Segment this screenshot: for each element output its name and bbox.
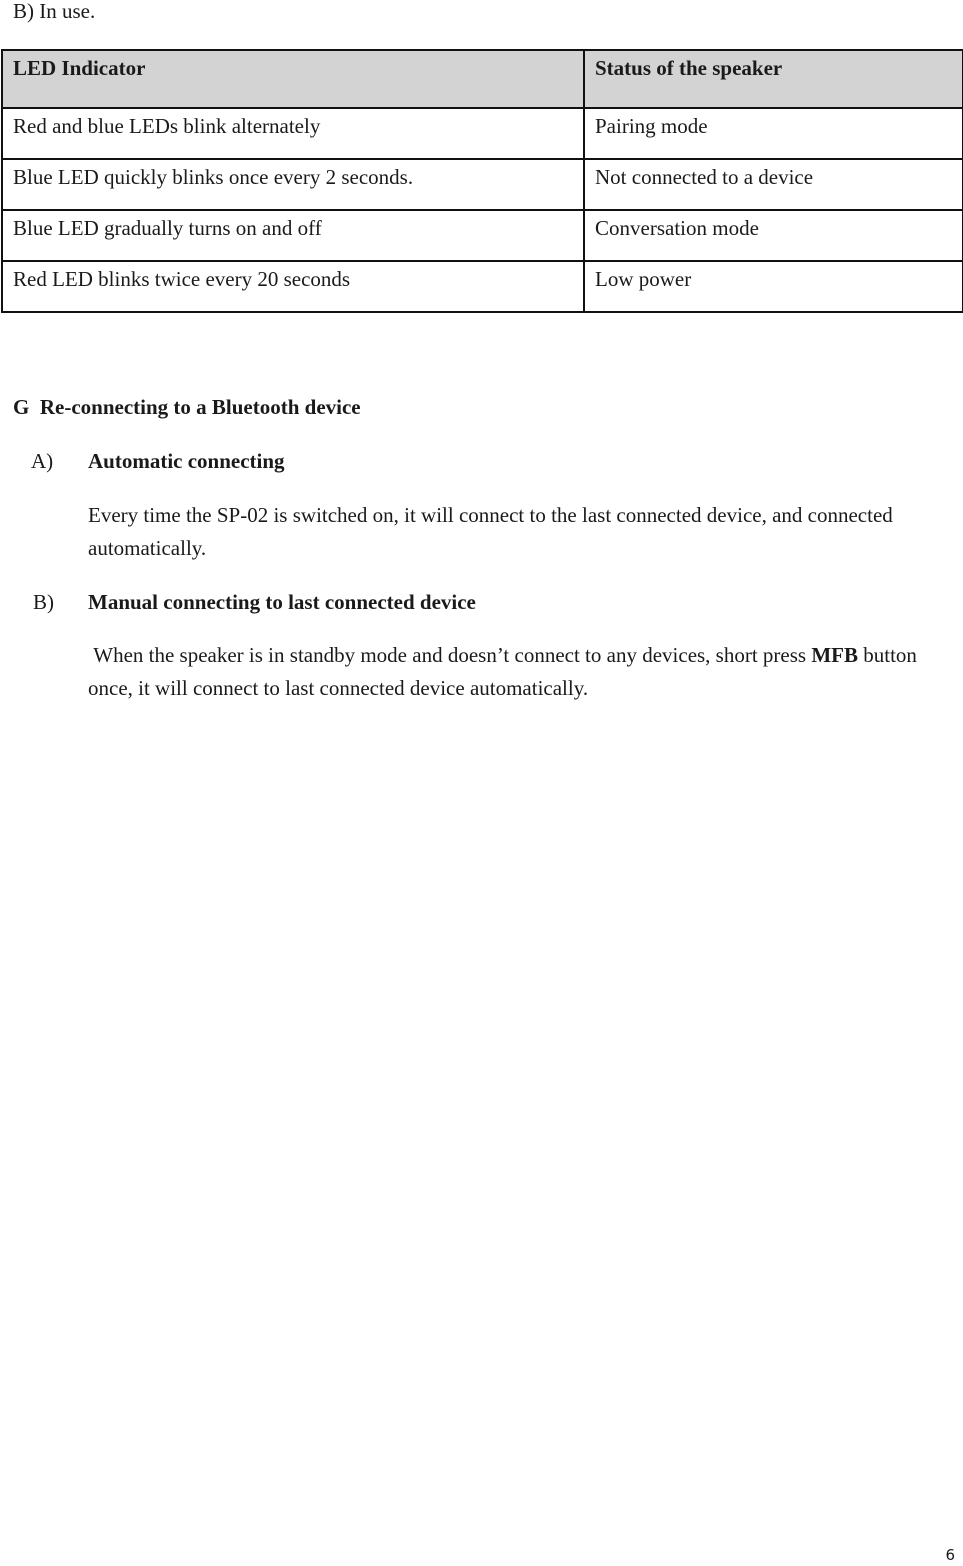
- mfb-label: MFB: [811, 643, 858, 667]
- section-heading: G Re-connecting to a Bluetooth device: [13, 395, 361, 419]
- led-cell: Blue LED gradually turns on and off: [2, 210, 584, 261]
- intro-label: B) In use.: [13, 0, 96, 23]
- led-cell: Red and blue LEDs blink alternately: [2, 108, 584, 159]
- status-cell: Conversation mode: [584, 210, 963, 261]
- led-cell: Red LED blinks twice every 20 seconds: [2, 261, 584, 312]
- item-b-marker: B): [33, 590, 54, 614]
- page-number: 6: [945, 1546, 955, 1564]
- item-a-marker: A): [31, 449, 54, 473]
- table-row: [2, 261, 963, 312]
- table-row: [2, 159, 963, 210]
- led-cell: Blue LED quickly blinks once every 2 seconds.: [2, 159, 584, 210]
- table-row: [2, 210, 963, 261]
- table-header-row: [2, 50, 963, 108]
- status-cell: Pairing mode: [584, 108, 963, 159]
- item-a-text: Every time the SP-02 is switched on, it will connect to the last connected device, and connected automatically.: [88, 503, 904, 560]
- header-speaker-status: Status of the speaker: [584, 50, 963, 108]
- status-cell: Not connected to a device: [584, 159, 963, 210]
- led-indicator-table: [1, 49, 963, 313]
- status-cell: Low power: [584, 261, 963, 312]
- item-a-title: Automatic connecting: [88, 449, 285, 473]
- item-b-text-suffix: button once, it will connect to last connected device automatically.: [88, 643, 923, 700]
- table-row: [2, 108, 963, 159]
- item-b-text-prefix: When the speaker is in standby mode and doesn’t connect to any devices, short press: [88, 643, 812, 667]
- item-b-title: Manual connecting to last connected device: [88, 590, 476, 614]
- item-b-text: [88, 639, 958, 705]
- header-led-indicator: LED Indicator: [2, 50, 584, 108]
